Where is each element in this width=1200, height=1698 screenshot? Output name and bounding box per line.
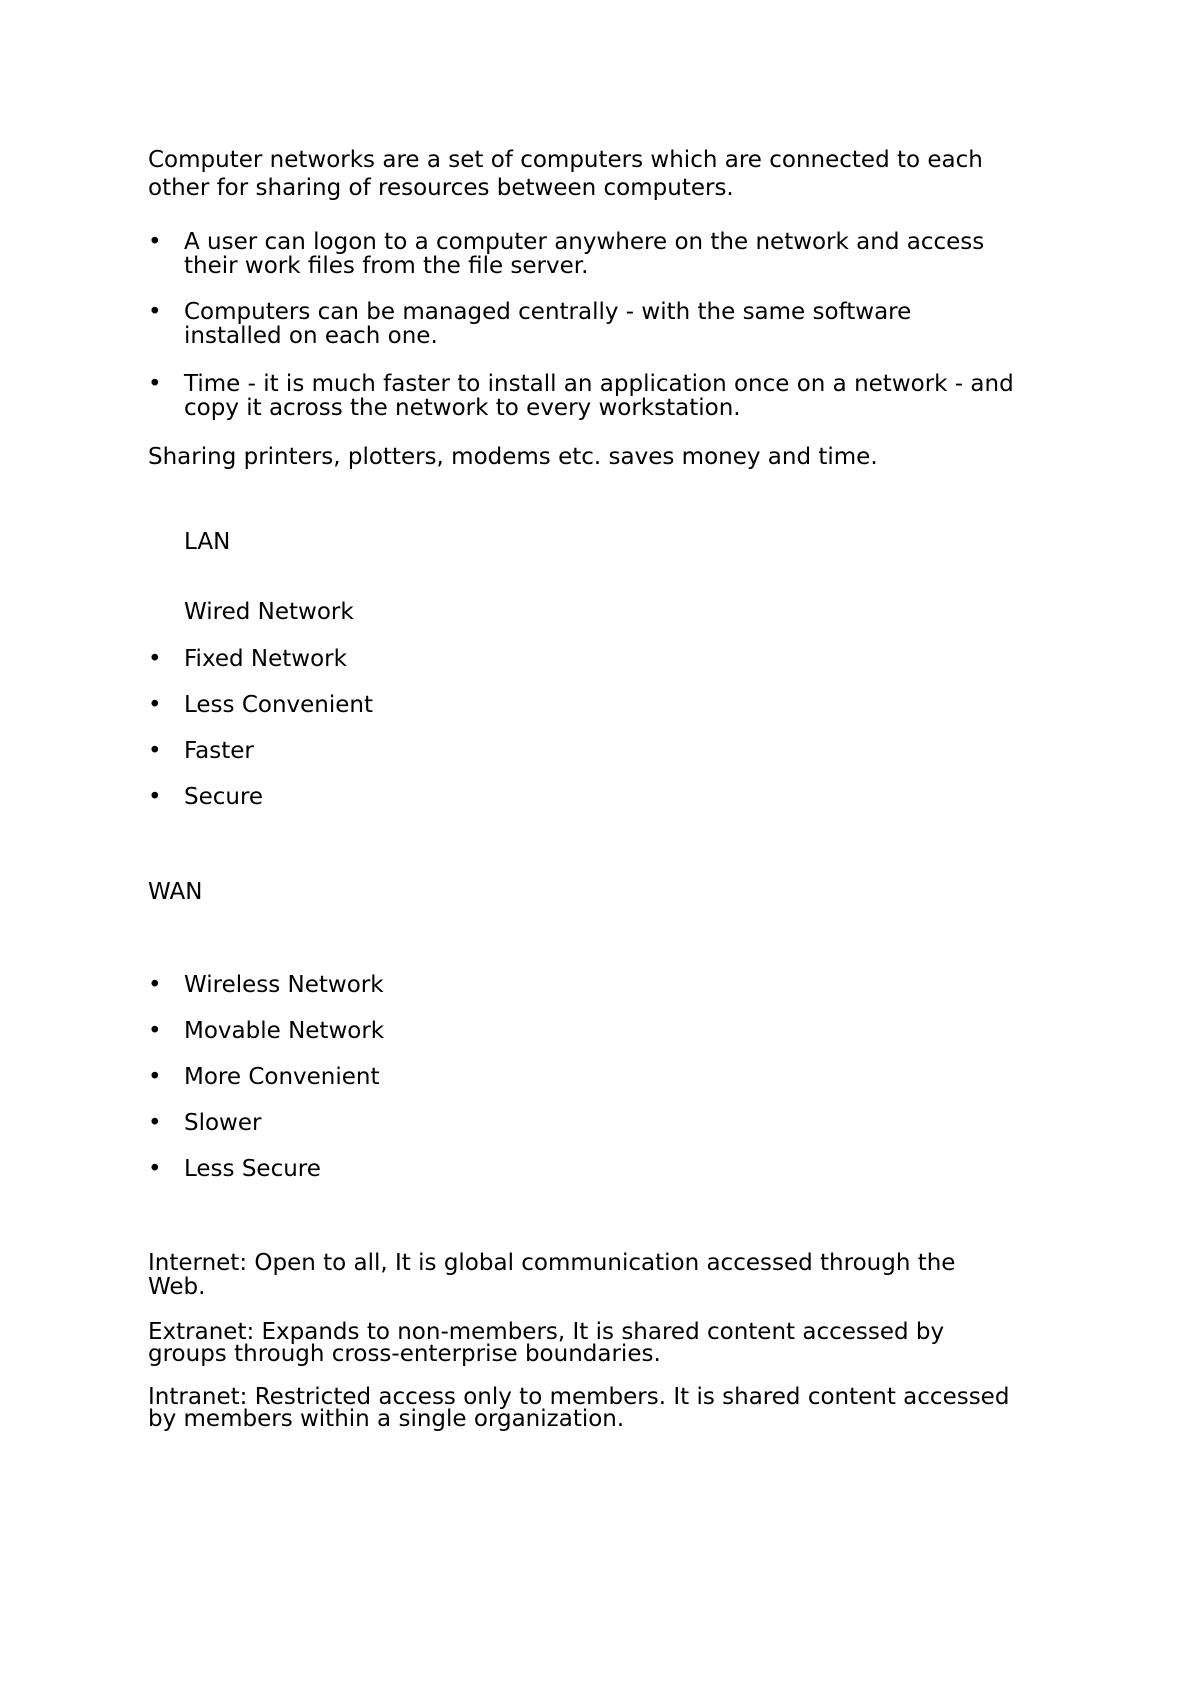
lan-heading: LAN bbox=[184, 529, 231, 555]
lan-item-label: Faster bbox=[184, 738, 254, 764]
intro-line-1: Computer networks are a set of computers which are connected to each bbox=[148, 147, 983, 173]
benefit-line-1: Time - it is much faster to install an application once on a network - and bbox=[184, 371, 1014, 397]
bullet-glyph: • bbox=[148, 1156, 162, 1182]
lan-item-label: Fixed Network bbox=[184, 646, 347, 672]
bullet-glyph: • bbox=[148, 1110, 162, 1136]
bullet-glyph: • bbox=[148, 229, 162, 255]
lan-item-label: Secure bbox=[184, 784, 264, 810]
benefit-line-1: A user can logon to a computer anywhere on the network and access bbox=[184, 229, 985, 255]
bullet-glyph: • bbox=[148, 299, 162, 325]
bullet-glyph: • bbox=[148, 972, 162, 998]
benefit-line-2: copy it across the network to every workstation. bbox=[184, 395, 741, 421]
wan-heading: WAN bbox=[148, 879, 203, 905]
wan-item-label: Movable Network bbox=[184, 1018, 385, 1044]
intro-line-2: other for sharing of resources between computers. bbox=[148, 175, 734, 201]
wan-item-label: Slower bbox=[184, 1110, 262, 1136]
benefit-line-2: their work files from the file server. bbox=[184, 253, 589, 279]
definition-intranet-line-1: Intranet: Restricted access only to members. It is shared content accessed bbox=[148, 1384, 1010, 1410]
wan-item-label: More Convenient bbox=[184, 1064, 380, 1090]
bullet-glyph: • bbox=[148, 371, 162, 397]
bullet-glyph: • bbox=[148, 1064, 162, 1090]
sharing-line: Sharing printers, plotters, modems etc. saves money and time. bbox=[148, 444, 878, 470]
lan-item-label: Less Convenient bbox=[184, 692, 374, 718]
bullet-glyph: • bbox=[148, 1018, 162, 1044]
bullet-glyph: • bbox=[148, 738, 162, 764]
definition-internet-line-2: Web. bbox=[148, 1274, 206, 1300]
definition-intranet-line-2: by members within a single organization. bbox=[148, 1406, 625, 1432]
definition-internet-line-1: Internet: Open to all, It is global communication accessed through the bbox=[148, 1250, 956, 1276]
bullet-glyph: • bbox=[148, 784, 162, 810]
definition-extranet-line-1: Extranet: Expands to non-members, It is shared content accessed by bbox=[148, 1319, 945, 1345]
bullet-glyph: • bbox=[148, 692, 162, 718]
bullet-glyph: • bbox=[148, 646, 162, 672]
lan-subheading: Wired Network bbox=[184, 599, 354, 625]
wan-item-label: Wireless Network bbox=[184, 972, 384, 998]
wan-item-label: Less Secure bbox=[184, 1156, 321, 1182]
benefit-line-1: Computers can be managed centrally - with the same software bbox=[184, 299, 912, 325]
definition-extranet-line-2: groups through cross-enterprise boundaries. bbox=[148, 1341, 661, 1367]
benefit-line-2: installed on each one. bbox=[184, 323, 438, 349]
